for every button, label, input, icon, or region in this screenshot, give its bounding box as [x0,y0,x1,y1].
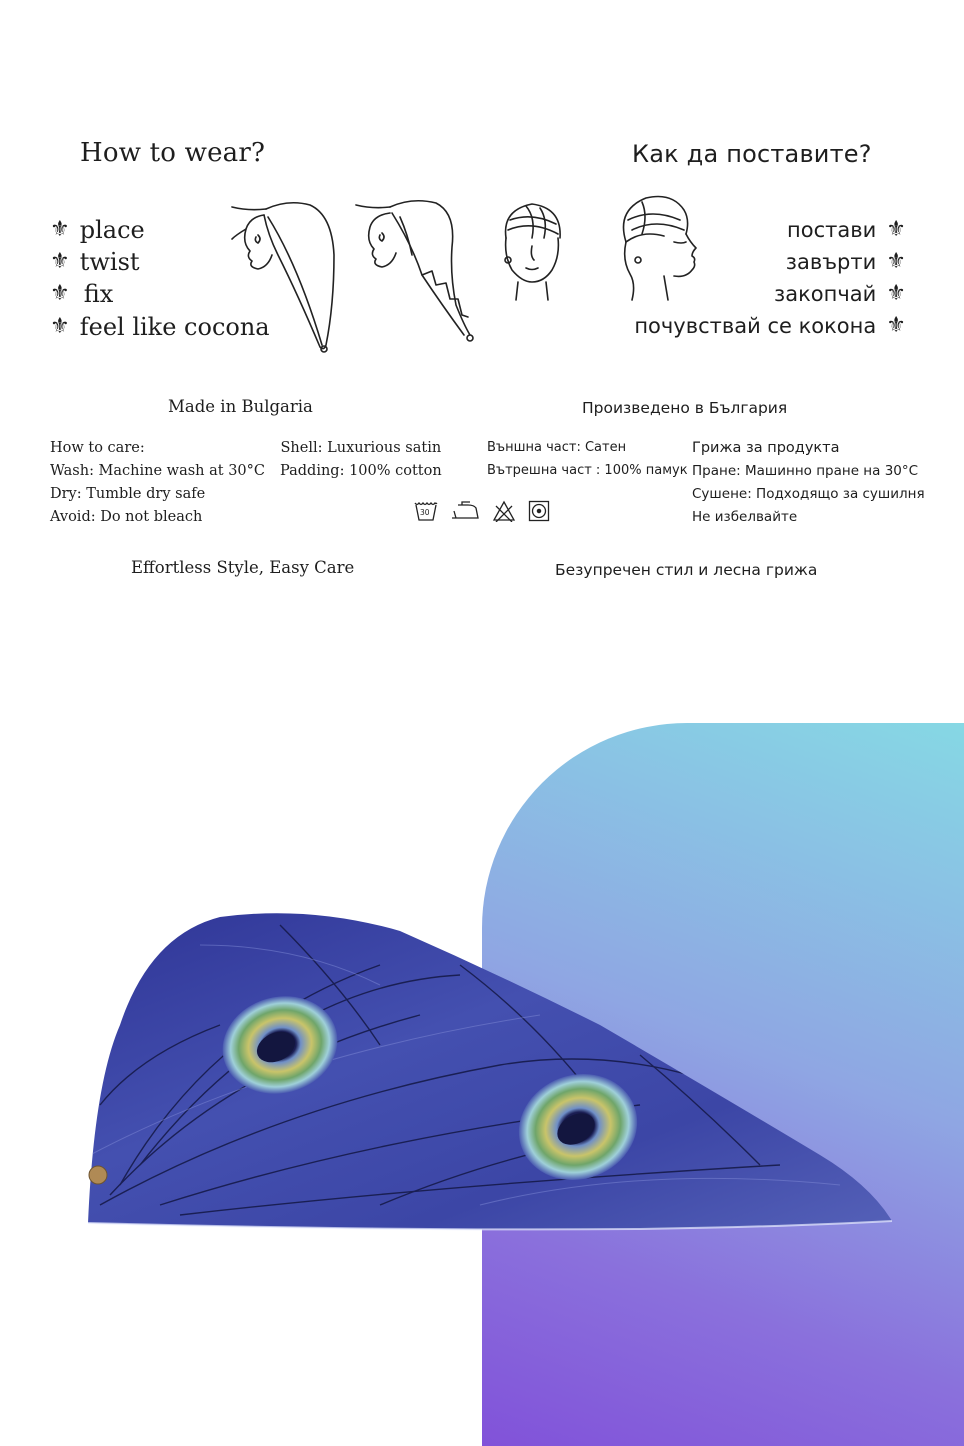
tagline-en: Effortless Style, Easy Care [131,558,355,577]
step-en-twist [50,248,140,276]
step-label: place [79,216,145,244]
step-label: завърти [785,250,877,274]
step-bg-feel [634,314,906,338]
title-en: How to wear? [80,138,266,168]
fleur-de-lis-icon: ⚜ [886,249,906,274]
final-look-side-icon [612,190,708,302]
made-in-bg: Произведено в България [582,399,788,417]
step-bg-twist [786,250,906,274]
step-bg-fix [774,282,906,306]
care-symbols [414,500,550,522]
tagline-bg: Безупречен стил и лесна грижа [555,561,818,579]
fix-step-front-icon [496,198,570,302]
care-heading-en: How to care: [50,440,145,456]
material-bg [487,436,688,482]
material-inner: Вътрешна част : 100% памук [487,463,688,478]
step-label: feel like cocona [79,313,270,341]
fleur-de-lis-icon: ⚜ [50,314,70,339]
care-line-wash-bg: Пране: Машинно пране на 30°C [692,463,919,479]
peacock-feather-hair-towel [80,905,900,1239]
step-en-fix [50,280,113,308]
step-label: постави [787,218,877,242]
care-line-dry-bg: Сушене: Подходящо за сушилня [692,486,925,502]
material-outer: Външна част: Сатен [487,440,627,455]
step-label: twist [79,248,140,276]
care-heading-bg: Грижа за продукта [692,440,840,456]
do-not-bleach-icon [492,500,516,522]
fleur-de-lis-icon: ⚜ [886,217,906,242]
fleur-de-lis-icon: ⚜ [50,281,70,306]
place-step-icon [228,195,340,355]
care-line-bleach-bg: Не избелвайте [692,509,798,525]
material-en [280,437,442,483]
step-bg-place [787,218,906,242]
step-label: закопчай [774,282,877,306]
tumble-dry-icon [528,500,550,522]
made-in-en: Made in Bulgaria [168,397,313,416]
material-padding: Padding: 100% cotton [280,463,442,479]
fleur-de-lis-icon: ⚜ [50,249,70,274]
care-line-avoid: Avoid: Do not bleach [50,509,203,525]
material-shell: Shell: Luxurious satin [280,440,442,456]
care-bg [692,437,925,529]
care-line-wash: Wash: Machine wash at 30°C [50,463,266,479]
fleur-de-lis-icon: ⚜ [886,313,906,338]
step-en-place [50,216,145,244]
iron-icon [450,501,480,521]
step-label: почувствай се кокона [634,314,877,338]
fleur-de-lis-icon: ⚜ [50,217,70,242]
step-label: fix [83,280,114,308]
twist-step-icon [352,195,477,345]
care-line-dry: Dry: Tumble dry safe [50,486,206,502]
wash-temp-label: 30 [420,508,430,517]
fleur-de-lis-icon: ⚜ [886,281,906,306]
title-bg: Как да поставите? [632,140,872,168]
wash-30-icon [414,500,438,522]
care-en [50,437,265,529]
